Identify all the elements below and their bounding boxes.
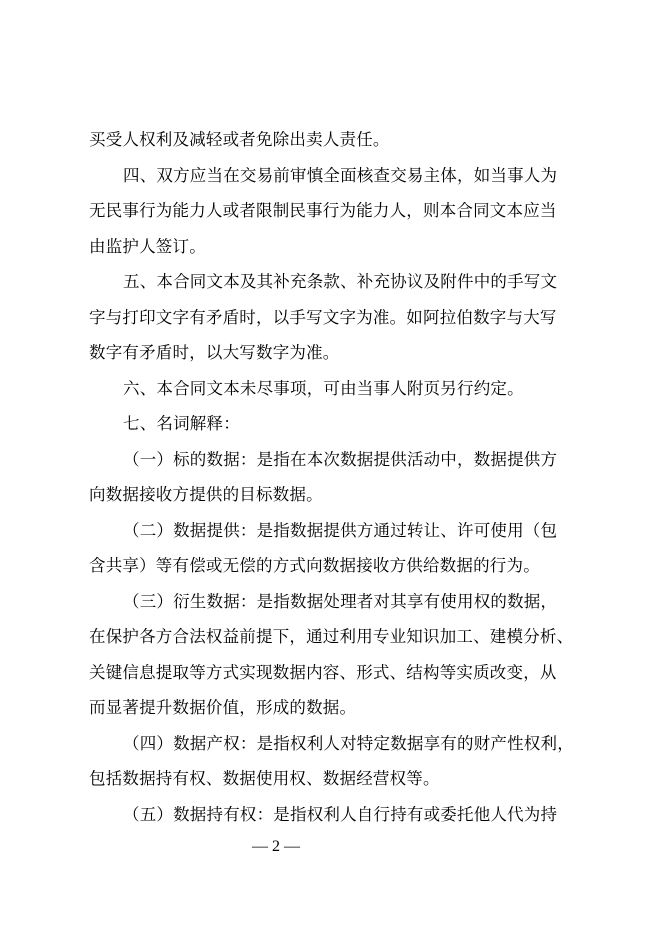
text-line: 关键信息提取等方式实现数据内容、形式、结构等实质改变，从	[89, 662, 557, 682]
text-line: 字与打印文字有矛盾时，以手写文字为准。如阿拉伯数字与大写	[89, 307, 557, 327]
text-line: 买受人权利及减轻或者免除出卖人责任。	[89, 130, 390, 149]
text-line: 向数据接收方提供的目标数据。	[89, 485, 323, 504]
page-number: — 2 —	[252, 838, 300, 855]
text-line: 五、本合同文本及其补充条款、补充协议及附件中的手写文	[123, 272, 558, 291]
text-line: 六、本合同文本未尽事项，可由当事人附页另行约定。	[123, 378, 524, 398]
text-line: （一）标的数据：是指在本次数据提供活动中，数据提供方	[123, 449, 558, 469]
text-line: 无民事行为能力人或者限制民事行为能力人，则本合同文本应当	[89, 201, 557, 220]
text-line: 七、名词解释：	[123, 414, 240, 433]
document-body	[89, 122, 589, 832]
text-line: 由监护人签订。	[89, 236, 206, 256]
text-line: 含共享）等有偿或无偿的方式向数据接收方供给数据的行为。	[89, 556, 540, 575]
text-line: 而显著提升数据价值，形成的数据。	[89, 698, 357, 717]
text-line: 数字有矛盾时，以大写数字为准。	[89, 343, 340, 362]
text-line: （三）衍生数据：是指数据处理者对其享有使用权的数据，	[123, 591, 558, 611]
text-line: （二）数据提供：是指数据提供方通过转让、许可使用（包	[123, 520, 558, 540]
text-line: （五）数据持有权：是指权利人自行持有或委托他人代为持	[123, 804, 558, 824]
text-line: 在保护各方合法权益前提下，通过利用专业知识加工、建模分析、	[89, 627, 574, 646]
text-line: （四）数据产权：是指权利人对特定数据享有的财产性权利，	[123, 733, 574, 753]
text-line: 包括数据持有权、数据使用权、数据经营权等。	[89, 769, 440, 788]
text-line: 四、双方应当在交易前审慎全面核查交易主体，如当事人为	[123, 165, 558, 185]
